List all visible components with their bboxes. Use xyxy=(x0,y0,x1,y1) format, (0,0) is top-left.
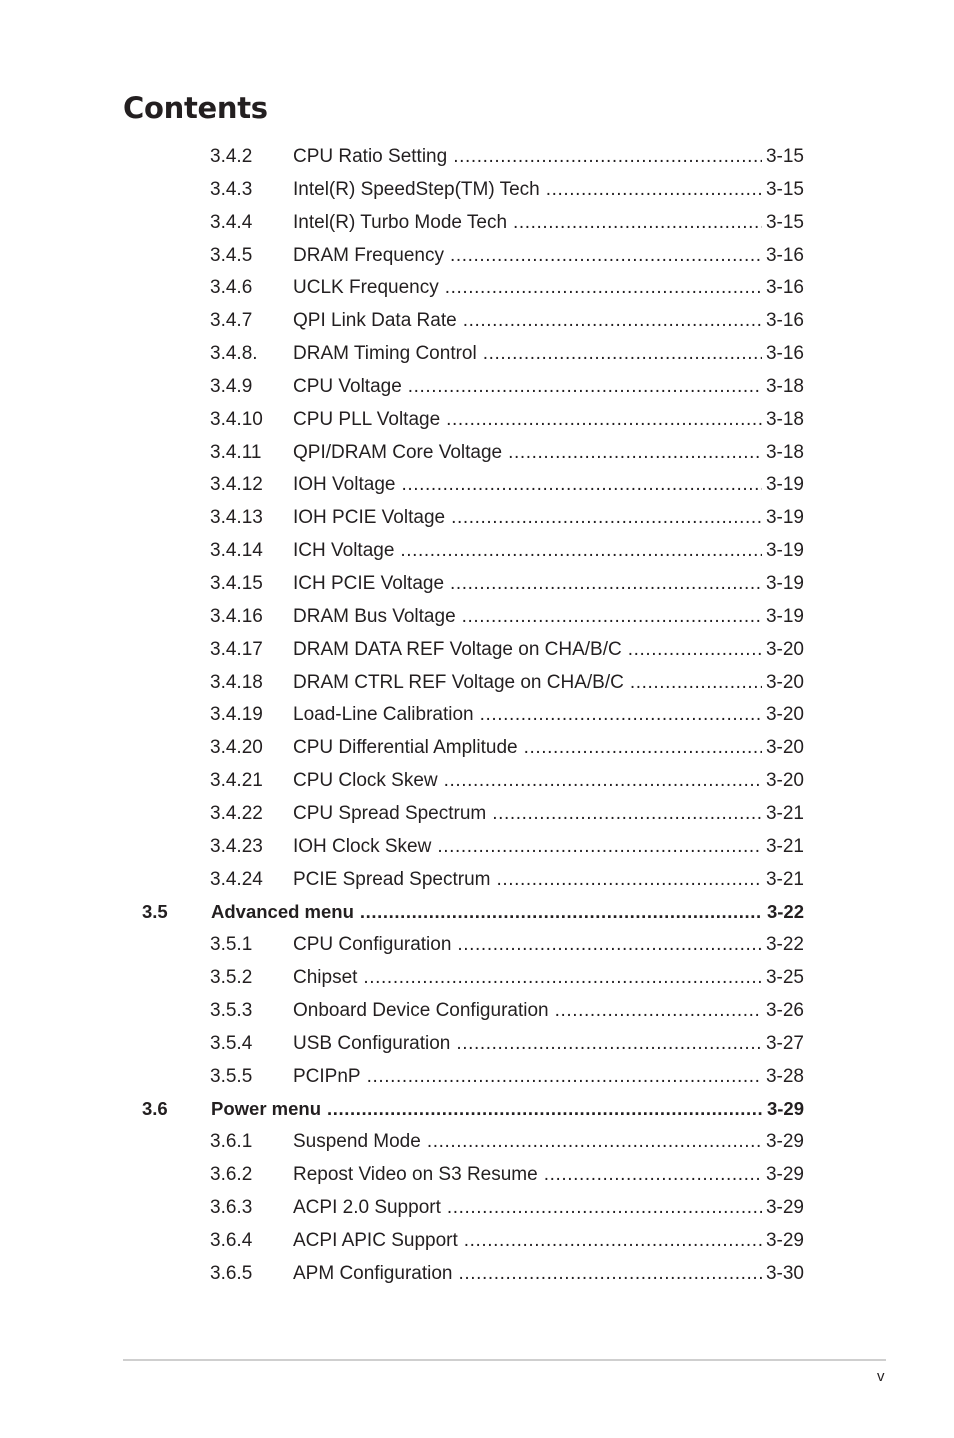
toc-entry-line xyxy=(293,634,804,666)
dot-leader xyxy=(508,437,762,469)
toc-entry[interactable] xyxy=(0,1258,954,1291)
toc-entry[interactable] xyxy=(0,535,954,568)
dot-leader xyxy=(360,896,763,928)
toc-entry-number: 3.5.2 xyxy=(210,967,253,989)
dot-leader xyxy=(496,864,761,896)
toc-entry-title: IOH Voltage xyxy=(293,474,396,496)
toc-entry-page: 3-18 xyxy=(765,408,804,430)
toc-entry-number: 3.4.2 xyxy=(210,146,253,167)
toc-entry[interactable] xyxy=(0,437,954,470)
toc-entry[interactable] xyxy=(0,601,954,634)
dot-leader xyxy=(513,207,762,239)
toc-entry-number: 3.4.21 xyxy=(210,770,263,792)
toc-entry[interactable] xyxy=(0,732,954,765)
toc-entry-number: 3.5.4 xyxy=(210,1032,253,1054)
toc-entry-line xyxy=(211,896,804,928)
toc-entry[interactable] xyxy=(0,240,954,273)
toc-entry-title: CPU Voltage xyxy=(293,375,402,397)
toc-entry-line xyxy=(293,272,804,304)
toc-entry-line xyxy=(293,207,804,239)
toc-section-entry[interactable] xyxy=(0,1093,954,1126)
toc-entry-page: 3-19 xyxy=(765,572,804,594)
toc-entry[interactable] xyxy=(0,1192,954,1225)
toc-entry-number: 3.5 xyxy=(142,901,168,923)
dot-leader xyxy=(437,831,762,863)
toc-entry[interactable] xyxy=(0,864,954,897)
toc-entry-page: 3-15 xyxy=(765,178,804,200)
toc-entry-title: Power menu xyxy=(211,1098,321,1120)
dot-leader xyxy=(367,1061,762,1093)
toc-entry[interactable] xyxy=(0,338,954,371)
toc-entry-line xyxy=(293,995,804,1027)
dot-leader xyxy=(462,601,762,633)
toc-entry-title: CPU PLL Voltage xyxy=(293,408,441,430)
toc-entry[interactable] xyxy=(0,1126,954,1159)
toc-entry-title: Chipset xyxy=(293,967,358,989)
toc-entry-title: ICH Voltage xyxy=(293,540,395,562)
toc-entry-page: 3-15 xyxy=(765,146,804,167)
toc-entry-line xyxy=(211,1093,804,1125)
dot-leader xyxy=(464,1225,762,1257)
toc-entry-page: 3-16 xyxy=(765,244,804,266)
toc-entry-number: 3.5.1 xyxy=(210,934,253,956)
dot-leader xyxy=(630,667,762,699)
toc-entry[interactable] xyxy=(0,469,954,502)
toc-entry-title: DRAM DATA REF Voltage on CHA/B/C xyxy=(293,638,622,660)
toc-entry-number: 3.4.7 xyxy=(210,310,253,332)
toc-entry-number: 3.4.14 xyxy=(210,540,263,562)
toc-entry-line xyxy=(293,338,804,370)
dot-leader xyxy=(456,1028,762,1060)
toc-entry-number: 3.6.5 xyxy=(210,1262,253,1284)
toc-entry-page: 3-22 xyxy=(765,934,804,956)
dot-leader xyxy=(480,699,762,731)
dot-leader xyxy=(458,1258,762,1290)
dot-leader xyxy=(445,272,762,304)
toc-entry-title: QPI Link Data Rate xyxy=(293,310,457,332)
toc-entry-line xyxy=(293,469,804,501)
dot-leader xyxy=(446,404,762,436)
dot-leader xyxy=(327,1093,763,1125)
page-title: Contents xyxy=(123,91,268,125)
toc-entry-title: DRAM Timing Control xyxy=(293,343,477,365)
toc-entry-number: 3.4.16 xyxy=(210,605,263,627)
dot-leader xyxy=(492,798,762,830)
toc-entry-page: 3-21 xyxy=(765,835,804,857)
dot-leader xyxy=(427,1126,762,1158)
toc-entry-line xyxy=(293,1028,804,1060)
toc-entry-line xyxy=(293,732,804,764)
toc-entry-number: 3.4.4 xyxy=(210,211,253,233)
footer-page-number: v xyxy=(877,1368,885,1385)
toc-entry-line xyxy=(293,1225,804,1257)
toc-entry-title: ACPI APIC Support xyxy=(293,1229,458,1251)
toc-entry-title: Advanced menu xyxy=(211,901,354,923)
toc-entry[interactable] xyxy=(0,634,954,667)
toc-entry[interactable] xyxy=(0,667,954,700)
toc-entry-number: 3.4.11 xyxy=(210,441,262,463)
toc-entry-page: 3-29 xyxy=(765,1197,804,1218)
toc-entry-title: UCLK Frequency xyxy=(293,277,439,299)
toc-entry-line xyxy=(293,765,804,797)
toc-entry-title: Repost Video on S3 Resume xyxy=(293,1164,538,1186)
toc-entry-number: 3.4.8. xyxy=(210,343,258,365)
toc-entry-page: 3-19 xyxy=(765,605,804,627)
toc-entry-title: QPI/DRAM Core Voltage xyxy=(293,441,503,463)
dot-leader xyxy=(408,371,762,403)
footer-divider xyxy=(123,1359,886,1361)
toc-entry-page: 3-26 xyxy=(765,999,804,1021)
toc-entry-number: 3.4.23 xyxy=(210,835,263,857)
toc-entry[interactable] xyxy=(0,305,954,338)
toc-entry-title: APM Configuration xyxy=(293,1262,453,1284)
toc-entry-line xyxy=(293,962,804,994)
toc-entry-title: Suspend Mode xyxy=(293,1131,421,1153)
toc-entry-title: ICH PCIE Voltage xyxy=(293,572,445,594)
toc-entry[interactable] xyxy=(0,929,954,962)
toc-entry[interactable] xyxy=(0,404,954,437)
toc-entry-line xyxy=(293,141,804,173)
toc-entry-title: Load-Line Calibration xyxy=(293,704,474,726)
toc-entry-number: 3.4.6 xyxy=(210,277,253,299)
toc-entry-number: 3.4.5 xyxy=(210,244,253,266)
dot-leader xyxy=(400,535,762,567)
toc-entry-page: 3-18 xyxy=(765,441,804,463)
dot-leader xyxy=(463,305,762,337)
toc-entry[interactable] xyxy=(0,962,954,995)
toc-entry-page: 3-15 xyxy=(765,211,804,233)
toc-entry-line xyxy=(293,929,804,961)
toc-entry-number: 3.4.9 xyxy=(210,375,253,397)
toc-entry[interactable] xyxy=(0,699,954,732)
toc-entry-line xyxy=(293,864,804,896)
dot-leader xyxy=(453,141,762,173)
toc-entry-title: Intel(R) SpeedStep(TM) Tech xyxy=(293,178,540,200)
toc-entry[interactable] xyxy=(0,1061,954,1094)
dot-leader xyxy=(483,338,762,370)
toc-entry-line xyxy=(293,601,804,633)
toc-entry[interactable] xyxy=(0,502,954,535)
dot-leader xyxy=(451,502,762,534)
toc-entry-title: CPU Ratio Setting xyxy=(293,146,448,167)
toc-entry-page: 3-20 xyxy=(765,671,804,693)
toc-entry-line xyxy=(293,437,804,469)
toc-entry-title: Onboard Device Configuration xyxy=(293,999,549,1021)
toc-entry-line xyxy=(293,1061,804,1093)
toc-entry[interactable] xyxy=(0,141,954,174)
toc-entry-title: PCIE Spread Spectrum xyxy=(293,868,491,890)
toc-entry-title: CPU Differential Amplitude xyxy=(293,737,518,759)
toc-entry-line xyxy=(293,502,804,534)
toc-entry-page: 3-29 xyxy=(765,1164,804,1186)
toc-entry-page: 3-20 xyxy=(765,704,804,726)
dot-leader xyxy=(450,240,762,272)
toc-entry-number: 3.4.17 xyxy=(210,638,263,660)
toc-entry-line xyxy=(293,667,804,699)
toc-entry-title: IOH PCIE Voltage xyxy=(293,507,446,529)
toc-entry-page: 3-16 xyxy=(765,343,804,365)
toc-entry-line xyxy=(293,1126,804,1158)
toc-entry-number: 3.4.15 xyxy=(210,572,263,594)
toc-entry-title: Intel(R) Turbo Mode Tech xyxy=(293,211,508,233)
toc-entry-line xyxy=(293,240,804,272)
toc-entry-number: 3.4.19 xyxy=(210,704,263,726)
toc-entry-page: 3-19 xyxy=(765,507,804,529)
toc-entry-title: ACPI 2.0 Support xyxy=(293,1197,441,1218)
toc-entry-page: 3-16 xyxy=(765,277,804,299)
toc-entry-line xyxy=(293,535,804,567)
toc-entry-number: 3.4.22 xyxy=(210,802,263,824)
toc-entry-title: CPU Spread Spectrum xyxy=(293,802,487,824)
toc-entry-number: 3.4.20 xyxy=(210,737,263,759)
dot-leader xyxy=(628,634,762,666)
toc-entry-line xyxy=(293,404,804,436)
toc-entry-number: 3.6.1 xyxy=(210,1131,253,1153)
toc-entry-line xyxy=(293,1159,804,1191)
toc-entry-line xyxy=(293,174,804,206)
toc-entry-page: 3-21 xyxy=(765,868,804,890)
toc-entry-number: 3.4.24 xyxy=(210,868,263,890)
dot-leader xyxy=(544,1159,762,1191)
table-of-contents xyxy=(0,141,954,1291)
dot-leader xyxy=(524,732,762,764)
toc-entry-number: 3.6.2 xyxy=(210,1164,253,1186)
toc-entry-page: 3-21 xyxy=(765,802,804,824)
toc-entry-page: 3-18 xyxy=(765,375,804,397)
toc-section-entry[interactable] xyxy=(0,896,954,929)
toc-entry-line xyxy=(293,568,804,600)
dot-leader xyxy=(444,765,762,797)
toc-entry-line xyxy=(293,798,804,830)
toc-entry-page: 3-25 xyxy=(765,967,804,989)
toc-entry-page: 3-19 xyxy=(765,474,804,496)
toc-entry-line xyxy=(293,831,804,863)
toc-entry-page: 3-20 xyxy=(765,770,804,792)
toc-entry[interactable] xyxy=(0,371,954,404)
toc-entry-title: CPU Clock Skew xyxy=(293,770,438,792)
toc-entry-line xyxy=(293,305,804,337)
toc-entry[interactable] xyxy=(0,174,954,207)
toc-entry-line xyxy=(293,371,804,403)
toc-entry[interactable] xyxy=(0,765,954,798)
toc-entry-number: 3.4.13 xyxy=(210,507,263,529)
toc-entry-page: 3-20 xyxy=(765,638,804,660)
toc-entry-number: 3.4.12 xyxy=(210,474,263,496)
toc-entry-number: 3.4.3 xyxy=(210,178,253,200)
toc-entry-page: 3-27 xyxy=(765,1032,804,1054)
dot-leader xyxy=(447,1192,762,1224)
dot-leader xyxy=(457,929,762,961)
toc-entry-number: 3.6.3 xyxy=(210,1197,253,1218)
toc-entry-line xyxy=(293,1258,804,1290)
toc-entry-page: 3-28 xyxy=(765,1065,804,1087)
toc-entry-title: IOH Clock Skew xyxy=(293,835,432,857)
toc-entry-title: USB Configuration xyxy=(293,1032,451,1054)
toc-entry-title: DRAM Frequency xyxy=(293,244,444,266)
toc-entry-number: 3.5.3 xyxy=(210,999,253,1021)
toc-entry-page: 3-29 xyxy=(765,1131,804,1153)
toc-entry-page: 3-19 xyxy=(765,540,804,562)
toc-entry-number: 3.6.4 xyxy=(210,1229,253,1251)
toc-entry-title: DRAM CTRL REF Voltage on CHA/B/C xyxy=(293,671,624,693)
toc-entry-page: 3-29 xyxy=(766,1098,804,1120)
toc-entry-title: DRAM Bus Voltage xyxy=(293,605,456,627)
toc-entry-line xyxy=(293,1192,804,1224)
toc-entry[interactable] xyxy=(0,995,954,1028)
toc-entry-page: 3-16 xyxy=(765,310,804,332)
toc-entry-title: PCIPnP xyxy=(293,1065,361,1087)
dot-leader xyxy=(546,174,762,206)
toc-entry-number: 3.4.10 xyxy=(210,408,263,430)
toc-entry[interactable] xyxy=(0,798,954,831)
toc-entry-line xyxy=(293,699,804,731)
toc-entry[interactable] xyxy=(0,568,954,601)
dot-leader xyxy=(401,469,762,501)
toc-entry-page: 3-20 xyxy=(765,737,804,759)
toc-entry-page: 3-29 xyxy=(765,1229,804,1251)
toc-entry-page: 3-22 xyxy=(766,901,804,923)
toc-entry-number: 3.5.5 xyxy=(210,1065,253,1087)
toc-entry-number: 3.4.18 xyxy=(210,671,263,693)
toc-entry[interactable] xyxy=(0,1159,954,1192)
dot-leader xyxy=(555,995,762,1027)
toc-entry[interactable] xyxy=(0,207,954,240)
toc-entry-page: 3-30 xyxy=(765,1262,804,1284)
toc-entry[interactable] xyxy=(0,1028,954,1061)
toc-entry[interactable] xyxy=(0,1225,954,1258)
toc-entry[interactable] xyxy=(0,831,954,864)
toc-entry-number: 3.6 xyxy=(142,1098,168,1120)
dot-leader xyxy=(363,962,762,994)
toc-entry[interactable] xyxy=(0,272,954,305)
toc-entry-title: CPU Configuration xyxy=(293,934,452,956)
dot-leader xyxy=(450,568,762,600)
